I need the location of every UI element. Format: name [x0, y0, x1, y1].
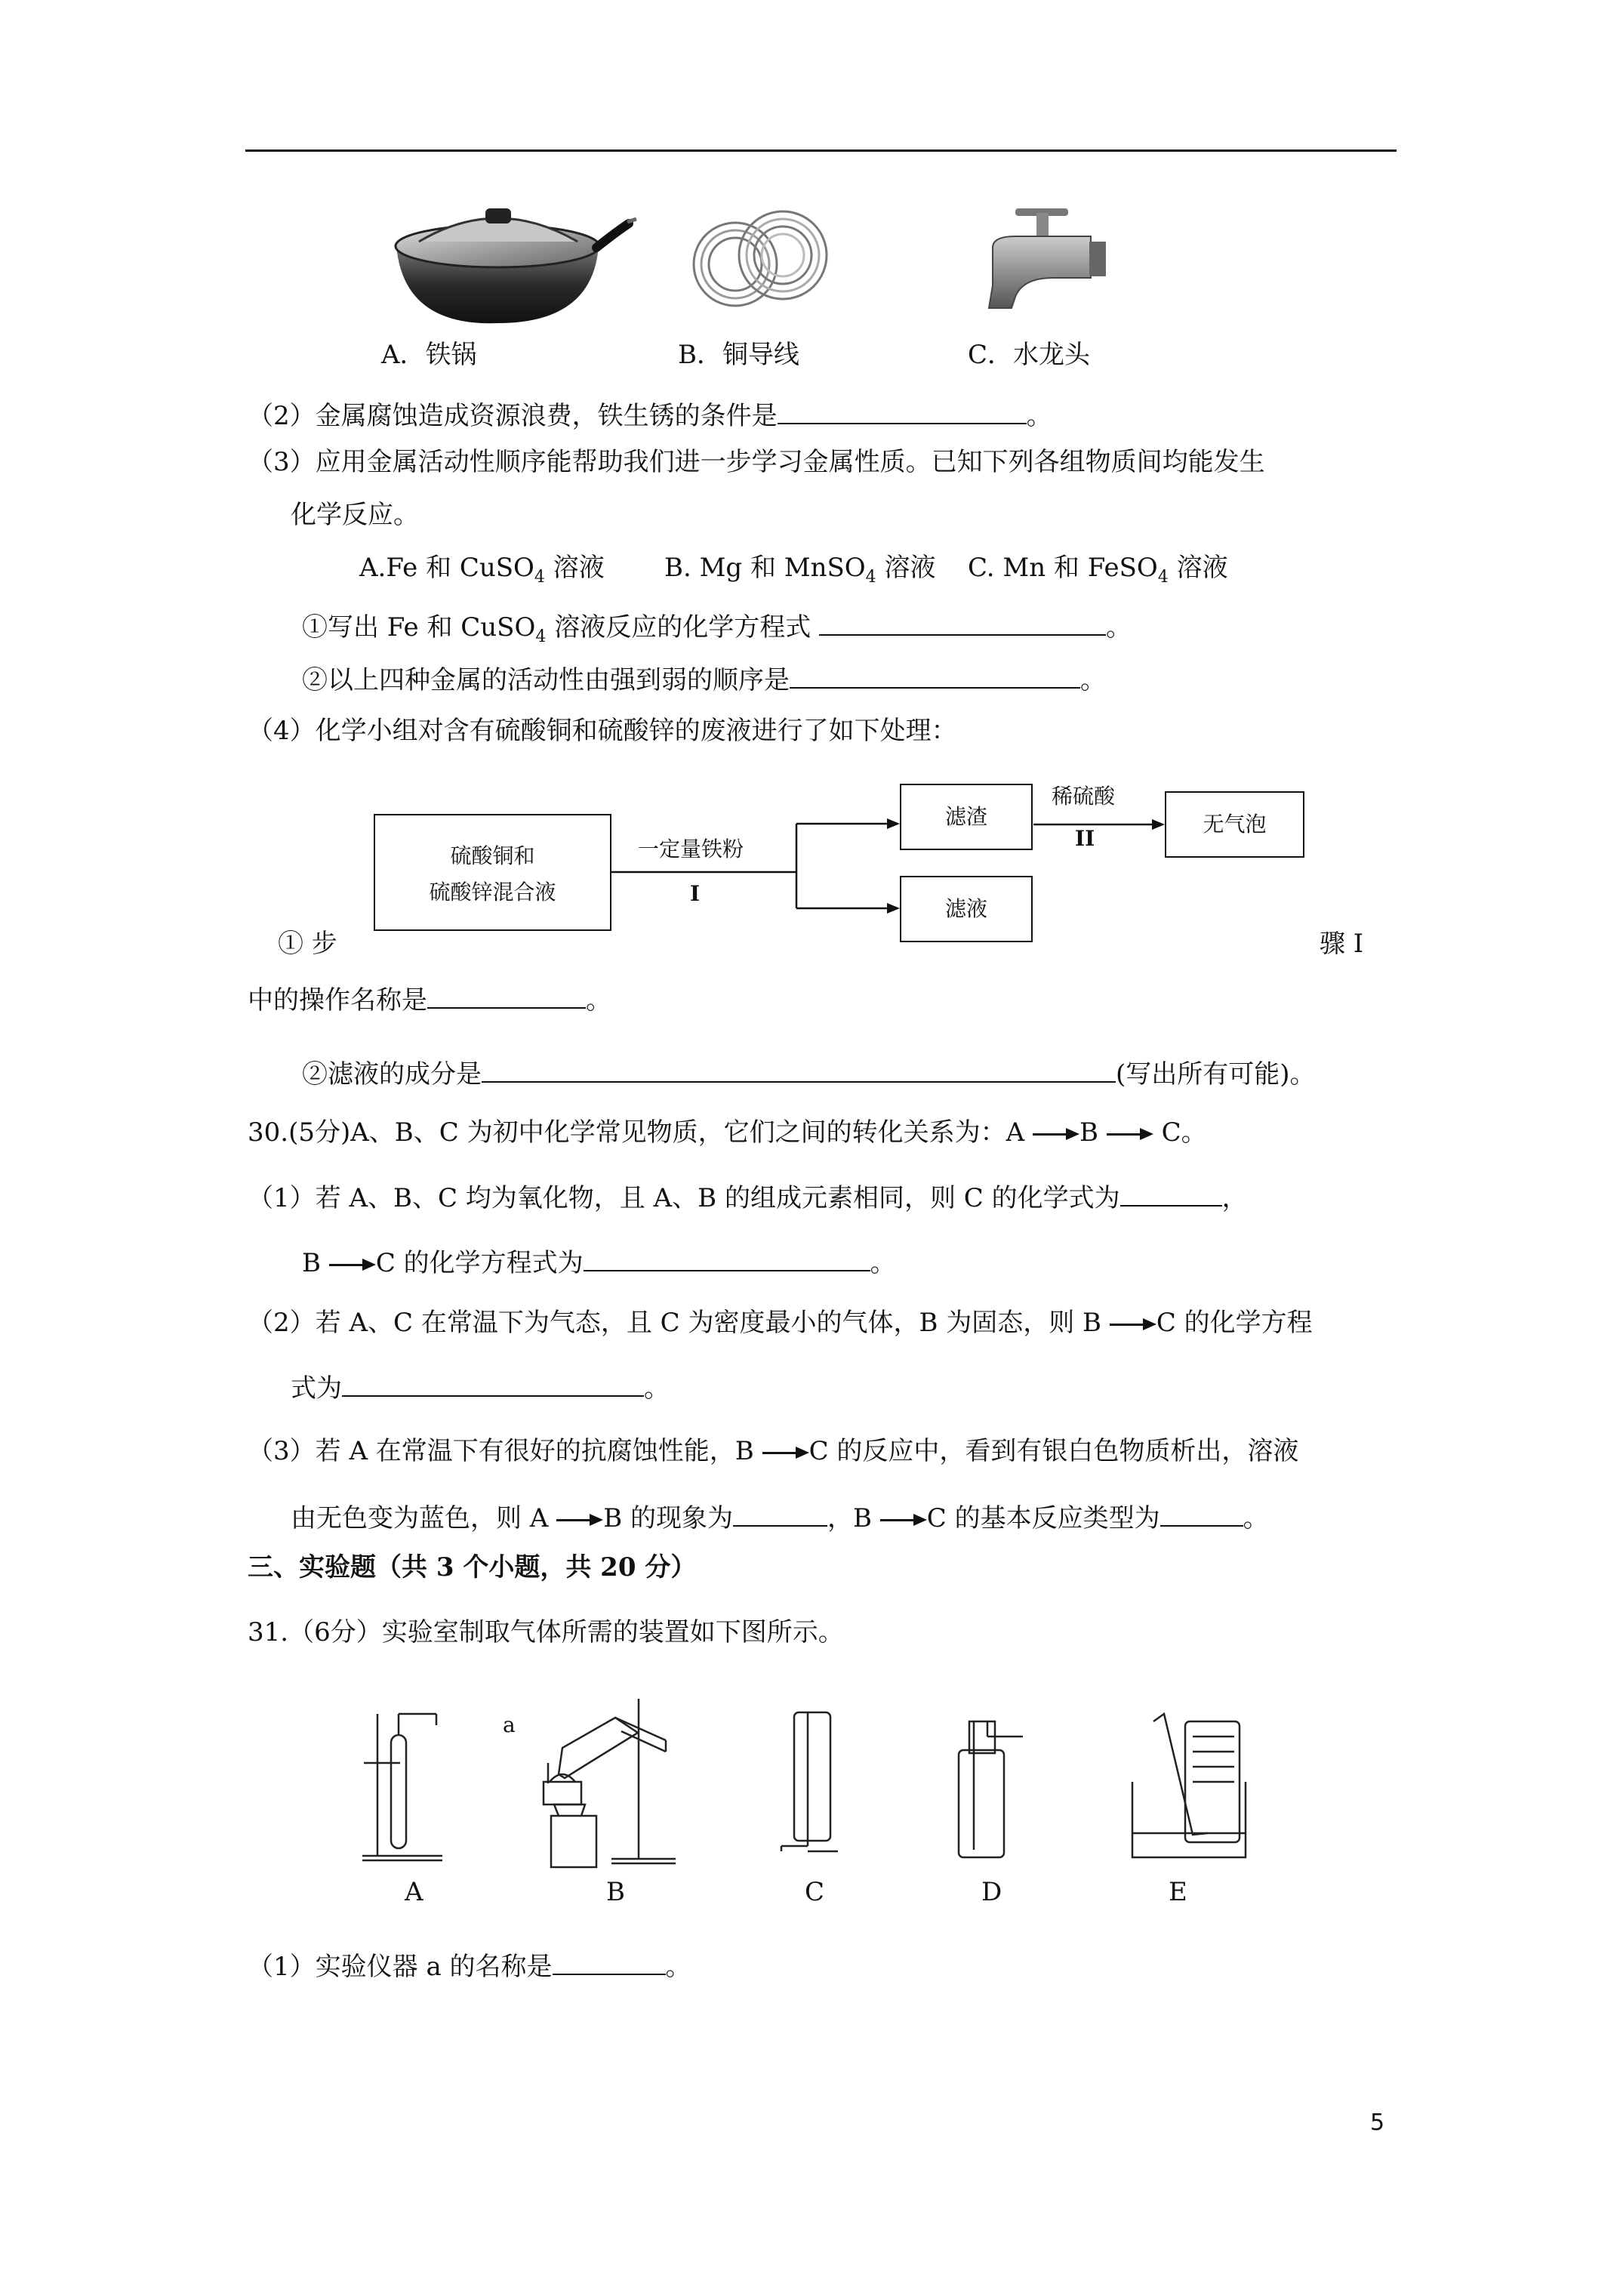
right-arrow-icon: [880, 1516, 927, 1524]
question-text: （1）实验仪器 a 的名称是: [248, 1952, 553, 1982]
question-text: 中的操作名称是: [248, 985, 427, 1015]
punct: ，: [1221, 1183, 1248, 1213]
question-note: (写出所有可能)。: [1116, 1059, 1316, 1089]
question-30-p1a: [248, 1179, 1248, 1215]
flow-arrow2-label: 稀硫酸: [1052, 784, 1116, 809]
question-31-head: 31.（6分）实验室制取气体所需的装置如下图所示。: [248, 1617, 844, 1647]
question-3-line1: （3）应用金属活动性顺序能帮助我们进一步学习金属性质。已知下列各组物质间均能发生: [248, 447, 1265, 477]
question-text: C 的反应中，看到有银白色物质析出，溶液: [808, 1436, 1299, 1466]
answer-blank[interactable]: [553, 1948, 666, 1975]
right-arrow-icon: [762, 1449, 809, 1456]
punct: 。: [1106, 612, 1132, 643]
question-text: （2）金属腐蚀造成资源浪费，铁生锈的条件是: [248, 401, 778, 431]
subscript: 4: [535, 626, 547, 646]
question-4-sub2: [302, 1056, 1316, 1091]
question-text: C 的基本反应类型为: [926, 1503, 1160, 1533]
apparatus-a-icon: [362, 1714, 442, 1860]
question-3-line2: 化学反应。: [291, 500, 419, 530]
option-b: [664, 551, 936, 593]
answer-blank[interactable]: [1120, 1179, 1222, 1207]
option-text: 溶液: [544, 553, 605, 583]
punct: 。: [1080, 665, 1106, 695]
punct: 。: [1243, 1503, 1269, 1533]
punct: 。: [665, 1952, 691, 1982]
question-text: B: [302, 1248, 321, 1278]
apparatus-b-icon: [544, 1699, 676, 1867]
header-rule: [245, 149, 1397, 152]
flow-connectors: [608, 778, 1174, 951]
question-text: C 的化学方程式为: [375, 1248, 584, 1278]
question-text: ，B: [827, 1503, 872, 1533]
question-30-p2b: [291, 1370, 670, 1405]
answer-blank[interactable]: [819, 609, 1106, 636]
image-caption-a: A．铁锅: [381, 340, 477, 370]
apparatus-caption-e: E: [1169, 1877, 1187, 1907]
question-4-intro: （4）化学小组对含有硫酸铜和硫酸锌的废液进行了如下处理：: [248, 716, 957, 746]
option-text: A.Fe 和 CuSO: [359, 553, 534, 583]
option-text: C. Mn 和 FeSO: [968, 553, 1158, 583]
option-text: 溶液: [1168, 553, 1228, 583]
answer-blank[interactable]: [427, 982, 586, 1009]
question-30-p3a: [248, 1435, 1298, 1468]
question-2: [248, 397, 1052, 433]
question-30-p2a: [248, 1306, 1313, 1339]
question-text: C。: [1161, 1117, 1207, 1148]
apparatus-caption-d: D: [981, 1877, 1002, 1907]
option-a: [359, 551, 605, 593]
question-text: 式为: [291, 1373, 342, 1404]
question-text: ②以上四种金属的活动性由强到弱的顺序是: [302, 665, 790, 695]
answer-blank[interactable]: [1160, 1499, 1243, 1527]
question-3-sub2: [302, 661, 1106, 697]
punct: 。: [586, 985, 611, 1015]
apparatus-d-icon: [959, 1721, 1023, 1857]
right-arrow-icon: [1107, 1130, 1153, 1138]
apparatus-e-icon: [1132, 1714, 1246, 1857]
right-arrow-icon: [556, 1516, 603, 1524]
flow-arrow1-label: 一定量铁粉: [638, 837, 744, 861]
right-arrow-icon: [329, 1261, 376, 1268]
option-text: B. Mg 和 MnSO: [664, 553, 866, 583]
flow-result-box: 无气泡: [1165, 791, 1304, 858]
right-arrow-icon: [1110, 1321, 1156, 1328]
apparatus-caption-c: C: [805, 1877, 825, 1907]
flow-start-line2: 硫酸锌混合液: [429, 880, 556, 905]
flow-filtrate-box: 滤液: [900, 876, 1033, 942]
question-30-p1b: [302, 1244, 896, 1280]
answer-blank[interactable]: [342, 1370, 644, 1397]
answer-blank[interactable]: [482, 1056, 1116, 1083]
subscript: 4: [1157, 566, 1169, 587]
right-arrow-icon: [1033, 1130, 1079, 1138]
question-text: ①写出 Fe 和 CuSO: [302, 612, 536, 643]
question-text: ②滤液的成分是: [302, 1059, 482, 1089]
question-text: 由无色变为蓝色，则 A: [291, 1503, 549, 1533]
question-3-sub1: [302, 609, 1132, 653]
flow-residue-box: 滤渣: [900, 784, 1033, 850]
question-4-sub1-left: ① 步: [278, 929, 337, 959]
copper-wire-icon: [688, 202, 832, 316]
subscript: 4: [865, 566, 876, 587]
answer-blank[interactable]: [733, 1499, 827, 1527]
section-3-heading: 三、实验题（共 3 个小题，共 20 分）: [248, 1552, 697, 1583]
answer-blank[interactable]: [790, 661, 1080, 689]
question-text: 30.(5分)A、B、C 为初中化学常见物质，它们之间的转化关系为：A: [248, 1117, 1025, 1148]
flow-start-box: [374, 814, 611, 931]
question-4-sub1-cont: [248, 982, 611, 1017]
question-text: B 的现象为: [603, 1503, 733, 1533]
flow-start-line1: 硫酸铜和: [450, 843, 535, 868]
punct: 。: [644, 1373, 670, 1404]
punct: 。: [870, 1248, 896, 1278]
image-caption-c: C．水龙头: [968, 340, 1091, 370]
apparatus-c-icon: [781, 1712, 838, 1851]
question-30-head: [248, 1116, 1207, 1149]
apparatus-caption-a: A: [405, 1877, 423, 1907]
apparatus-figure: [355, 1691, 1321, 1872]
apparatus-caption-b: B: [606, 1877, 625, 1907]
question-text: 溶液反应的化学方程式: [546, 612, 820, 643]
faucet-icon: [970, 202, 1113, 316]
apparatus-label-a: a: [503, 1712, 516, 1737]
question-text: （3）若 A 在常温下有很好的抗腐蚀性能，B: [248, 1436, 754, 1466]
question-4-sub1-right: 骤 I: [1320, 929, 1364, 959]
question-text: （2）若 A、C 在常温下为气态，且 C 为密度最小的气体，B 为固态，则 B: [248, 1308, 1102, 1338]
punct: 。: [1026, 401, 1052, 431]
subscript: 4: [534, 566, 545, 587]
question-30-p3b: [291, 1499, 1269, 1535]
question-text: C 的化学方程: [1156, 1308, 1313, 1338]
answer-blank[interactable]: [778, 397, 1027, 424]
answer-blank[interactable]: [584, 1244, 870, 1271]
page-number: 5: [1370, 2110, 1385, 2136]
option-c: [968, 551, 1228, 593]
question-text: B: [1079, 1117, 1098, 1148]
flow-step1-label: I: [690, 881, 701, 906]
option-text: 溶液: [876, 553, 936, 583]
question-text: （1）若 A、B、C 均为氧化物，且 A、B 的组成元素相同，则 C 的化学式为: [248, 1183, 1120, 1213]
image-caption-b: B．铜导线: [678, 340, 799, 370]
flow-step2-label: II: [1075, 826, 1095, 851]
wok-icon: [389, 202, 638, 331]
question-31-p1: [248, 1948, 691, 1983]
